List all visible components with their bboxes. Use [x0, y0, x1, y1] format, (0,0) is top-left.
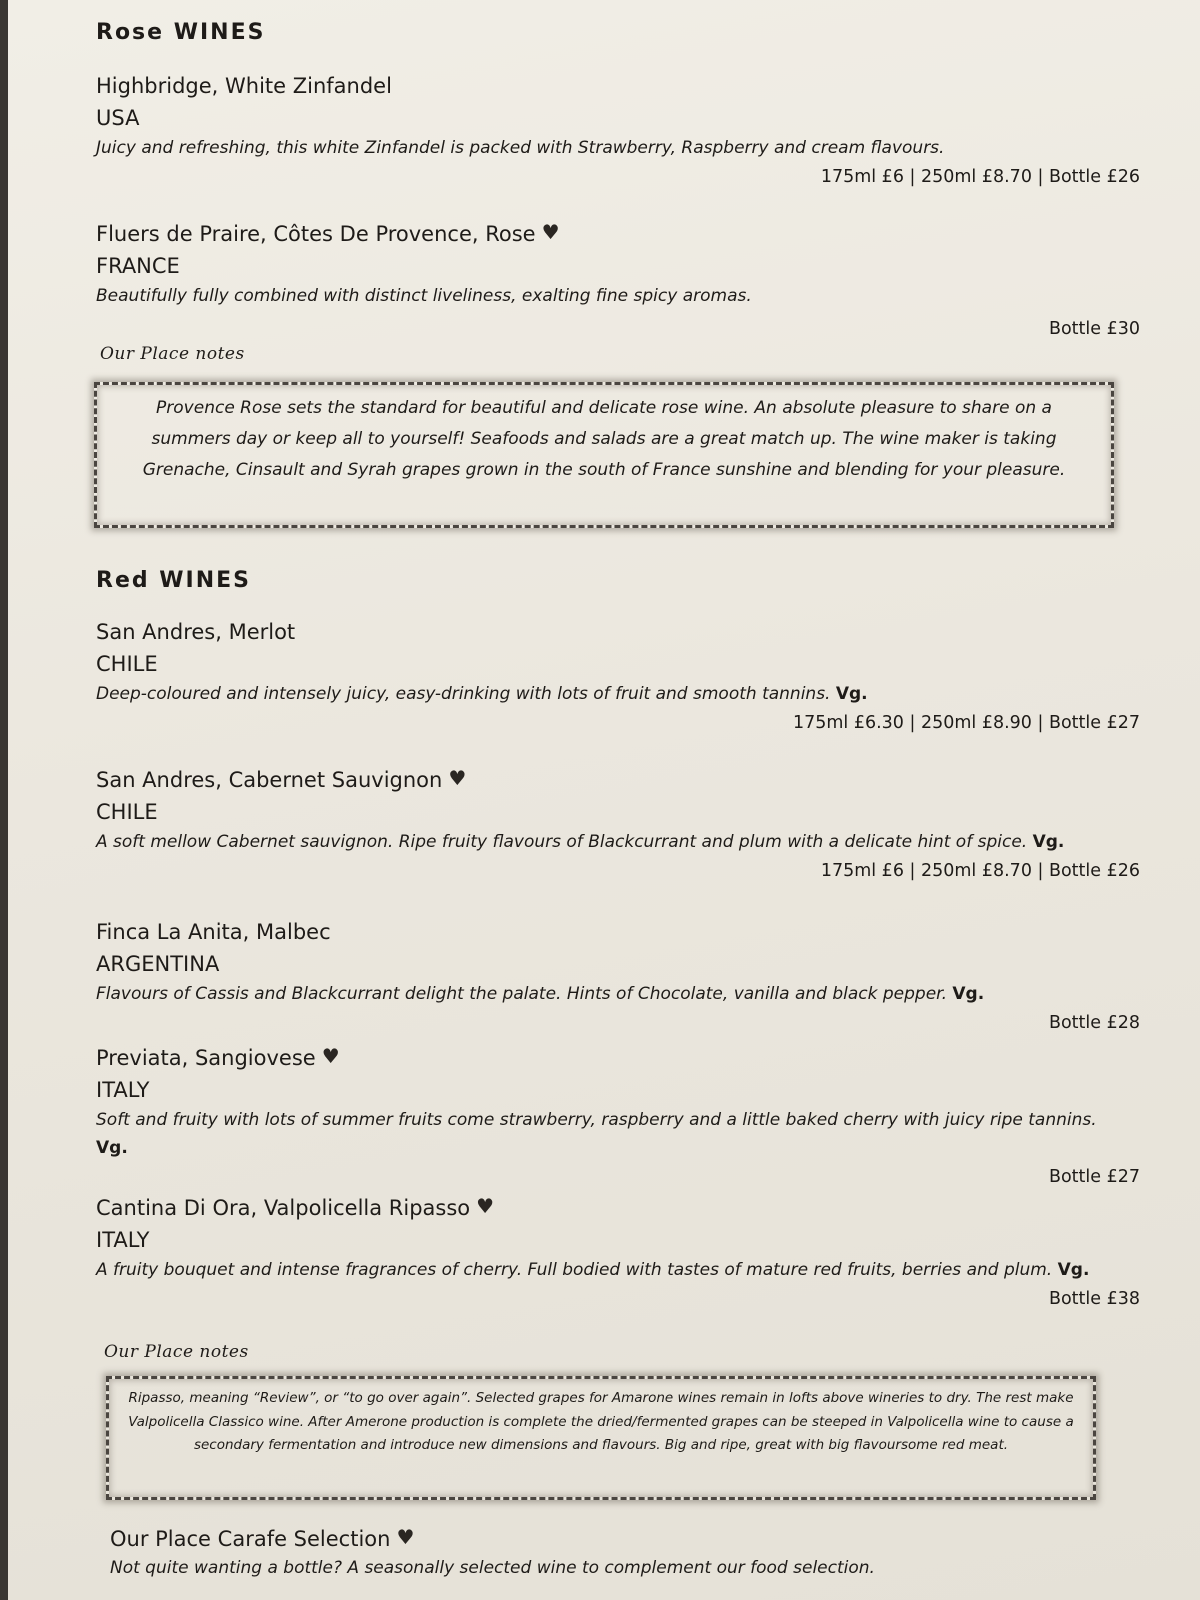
wine-price: 175ml £6 | 250ml £8.70 | Bottle £26	[820, 167, 1140, 187]
carafe-title: Our Place Carafe Selection	[110, 1527, 391, 1551]
wine-item-previata	[96, 1040, 1146, 1192]
notes-text: Provence Rose sets the standard for beautiful and delicate rose wine. An absolute pleasure to share on a summers day or keep all to yourself! Seafoods and salads are a great match up. The wine maker is taking Grenache, Cinsault and Syrah grapes grown in the south of France sunshine and blending for your pleasure.	[142, 398, 1066, 480]
wine-menu-page	[8, 0, 1200, 1600]
wine-item-fluers-de-praire	[96, 216, 1146, 344]
wine-item-cantina-di-ora	[96, 1190, 1146, 1314]
wine-country: CHILE	[96, 800, 158, 824]
wine-country: ITALY	[96, 1228, 150, 1252]
wine-country: ITALY	[96, 1078, 150, 1102]
wine-name: Highbridge, White Zinfandel	[96, 74, 392, 98]
wine-name: Previata, Sangiovese	[96, 1046, 316, 1070]
wine-name: Cantina Di Ora, Valpolicella Ripasso	[96, 1196, 471, 1220]
wine-country: FRANCE	[96, 254, 180, 278]
wine-name: San Andres, Cabernet Sauvignon	[96, 768, 443, 792]
carafe-selection	[110, 1522, 875, 1582]
wine-description: A fruity bouquet and intense fragrances of cherry. Full bodied with tastes of mature red fruits, berries and plum.	[96, 1260, 1053, 1280]
wine-item-highbridge	[96, 70, 1146, 192]
vegan-badge: Vg.	[1032, 832, 1065, 852]
notes-label: Our Place notes	[100, 344, 245, 364]
section-title-rose: Rose WINES	[96, 20, 266, 45]
wine-description: Juicy and refreshing, this white Zinfandel is packed with Strawberry, Raspberry and cream flavours.	[96, 138, 945, 158]
wine-price: 175ml £6 | 250ml £8.70 | Bottle £26	[820, 861, 1140, 881]
wine-price: 175ml £6.30 | 250ml £8.90 | Bottle £27	[792, 713, 1140, 733]
wine-price: Bottle £30	[1048, 319, 1140, 339]
wine-item-san-andres-cabernet	[96, 762, 1146, 886]
wine-description: Beautifully fully combined with distinct liveliness, exalting fine spicy aromas.	[96, 286, 752, 306]
vegan-badge: Vg.	[952, 984, 985, 1004]
heart-icon: ♥	[321, 1044, 340, 1068]
carafe-description: Not quite wanting a bottle? A seasonally selected wine to complement our food selection.	[110, 1558, 875, 1578]
wine-name: Fluers de Praire, Côtes De Provence, Rose	[96, 222, 536, 246]
wine-country: USA	[96, 106, 140, 130]
heart-icon: ♥	[396, 1525, 415, 1549]
notes-box-ripasso	[106, 1376, 1096, 1500]
wine-description: A soft mellow Cabernet sauvignon. Ripe fruity flavours of Blackcurrant and plum with a delicate hint of spice.	[96, 832, 1028, 852]
wine-name: Finca La Anita, Malbec	[96, 920, 331, 944]
section-title-red: Red WINES	[96, 568, 252, 593]
notes-label: Our Place notes	[104, 1342, 249, 1362]
vegan-badge: Vg.	[96, 1138, 128, 1158]
heart-icon: ♥	[476, 1194, 495, 1218]
wine-country: ARGENTINA	[96, 952, 220, 976]
heart-icon: ♥	[541, 220, 560, 244]
wine-price: Bottle £28	[1048, 1013, 1140, 1033]
vegan-badge: Vg.	[835, 684, 868, 704]
notes-box-rose	[94, 382, 1114, 528]
wine-item-san-andres-merlot	[96, 616, 1146, 738]
notes-text: Ripasso, meaning “Review”, or “to go over again”. Selected grapes for Amarone wines remain in lofts above wineries to dry. The rest make Valpolicella Classico wine. After Amerone production is complete the dried/fermented grapes can be steeped in Valpolicella wine to cause a secondary fermentation and introduce new dimensions and flavours. Big and ripe, great with big flavoursome red meat.	[128, 1390, 1074, 1453]
wine-price: Bottle £27	[1048, 1167, 1140, 1187]
wine-description: Deep-coloured and intensely juicy, easy-drinking with lots of fruit and smooth tannins.	[96, 684, 831, 704]
wine-description: Soft and fruity with lots of summer fruits come strawberry, raspberry and a little baked cherry with juicy ripe tannins.	[96, 1110, 1097, 1130]
wine-item-finca-la-anita	[96, 916, 1146, 1038]
wine-country: CHILE	[96, 652, 158, 676]
vegan-badge: Vg.	[1057, 1260, 1090, 1280]
wine-name: San Andres, Merlot	[96, 620, 296, 644]
heart-icon: ♥	[448, 766, 467, 790]
wine-price: Bottle £38	[1048, 1289, 1140, 1309]
wine-description: Flavours of Cassis and Blackcurrant delight the palate. Hints of Chocolate, vanilla and black pepper.	[96, 984, 947, 1004]
